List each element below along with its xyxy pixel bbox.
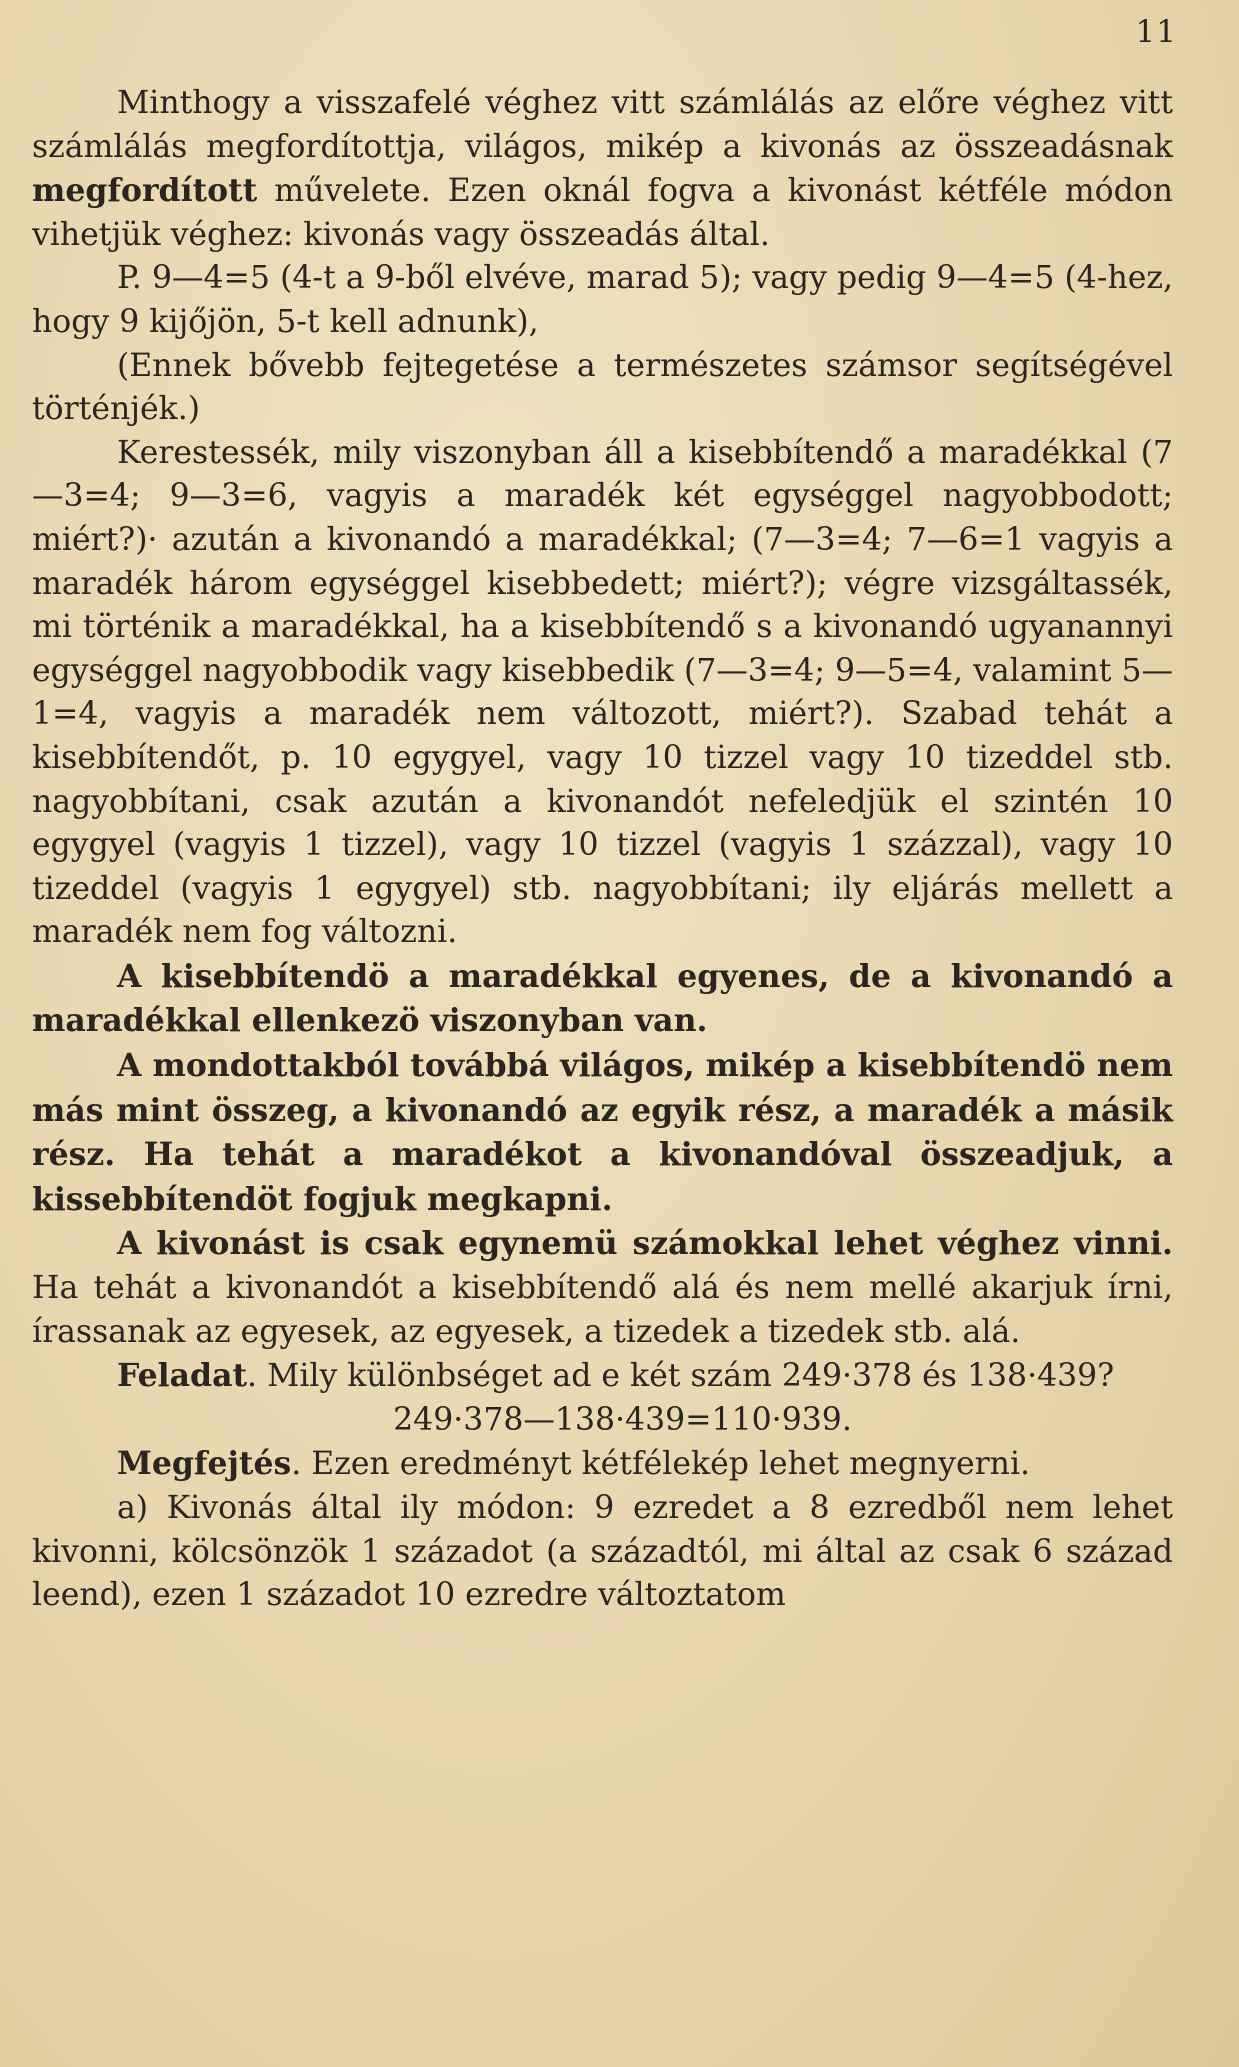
bold-text: Megfejtés <box>117 1445 292 1483</box>
bold-text: A mondottakból továbbá világos, mikép a kisebbítendö nem más mint összeg, a kivonandó az egyik rész, a maradék a másik rész. Ha tehát a maradékot a kivonandóval összeadjuk, a kissebbítendöt fogjuk megkapni. <box>32 1047 1173 1218</box>
paragraph <box>32 345 1173 432</box>
page-text <box>32 82 1173 1618</box>
paragraph <box>32 1044 1173 1222</box>
paragraph <box>32 1222 1173 1354</box>
text-span: a) Kivonás által ily módon: 9 ezredet a 8 ezredből nem lehet kivonni, kölcsönzök 1 századot (a századtól, mi által az csak 6 század leend), ezen 1 századot 10 ezredre változtatom <box>32 1490 1173 1614</box>
page-number: 11 <box>1135 14 1177 50</box>
bold-text: megfordított <box>32 172 258 210</box>
text-span: Kerestessék, mily viszonyban áll a kisebbítendő a maradékkal (7—3=4; 9—3=6, vagyis a maradék két egységgel nagyobbodott; miért?)· azután a kivonandó a maradékkal; (7—3=4; 7—6=1 vagyis a maradék három egységgel kisebbedett; miért?); végre vizsgáltassék, mi történik a maradékkal, ha a kisebbítendő s a kivonandó ugyanannyi egységgel nagyobbodik vagy kisebbedik (7—3=4; 9—5=4, valamint 5—1=4, vagyis a maradék nem változott, miért?). Szabad tehát a kisebbítendőt, p. 10 egygyel, vagy 10 tizzel vagy 10 tizeddel stb. nagyobbítani, csak azután a kivonandót nefeledjük el szintén 10 egygyel (vagyis 1 tizzel), vagy 10 tizzel (vagyis 1 százzal), vagy 10 tizeddel (vagyis 1 egygyel) stb. nagyobbítani; ily eljárás mellett a maradék nem fog változni. <box>32 434 1173 951</box>
text-span: . Mily különbséget ad e két szám 249·378 és 138·439? <box>247 1358 1115 1395</box>
paragraph <box>32 1354 1173 1399</box>
paragraph <box>32 257 1173 344</box>
text-span: Ha tehát a kivonandót a kisebbítendő alá és nem mellé akarjuk írni, írassanak az egyesek, az egyesek, a tizedek a tizedek stb. alá. <box>32 1270 1173 1350</box>
text-span: művelete. Ezen oknál fogva a kivonást kétféle módon vihetjük véghez: kivonás vagy összeadás által. <box>32 173 1173 253</box>
paragraph <box>32 1442 1173 1487</box>
text-span: (Ennek bővebb fejtegetése a természetes számsor segítségével történjék.) <box>32 347 1173 428</box>
bold-text: Feladat <box>117 1357 248 1395</box>
paragraph <box>32 432 1173 955</box>
text-span: P. 9—4=5 (4-t a 9-ből elvéve, marad 5); vagy pedig 9—4=5 (4-hez, hogy 9 kijőjön, 5-t kell adnunk), <box>32 260 1173 340</box>
paragraph <box>32 82 1173 257</box>
bold-text: A kivonást is csak egynemü számokkal lehet véghez vinni. <box>117 1225 1173 1263</box>
text-span: Minthogy a visszafelé véghez vitt számlálás az előre véghez vitt számlálás megfordítottja, világos, mikép a kivonás az összeadásnak <box>32 85 1173 165</box>
bold-text: A kisebbítendö a maradékkal egyenes, de a kivonandó a maradékkal ellenkezö viszonyban van. <box>32 957 1173 1040</box>
text-span: . Ezen eredményt kétfélekép lehet megnyerni. <box>291 1446 1031 1483</box>
paragraph <box>32 1487 1173 1618</box>
paragraph <box>32 955 1173 1044</box>
text-span: 249·378—138·439=110·939. <box>393 1401 852 1438</box>
formula-line <box>32 1399 1173 1443</box>
